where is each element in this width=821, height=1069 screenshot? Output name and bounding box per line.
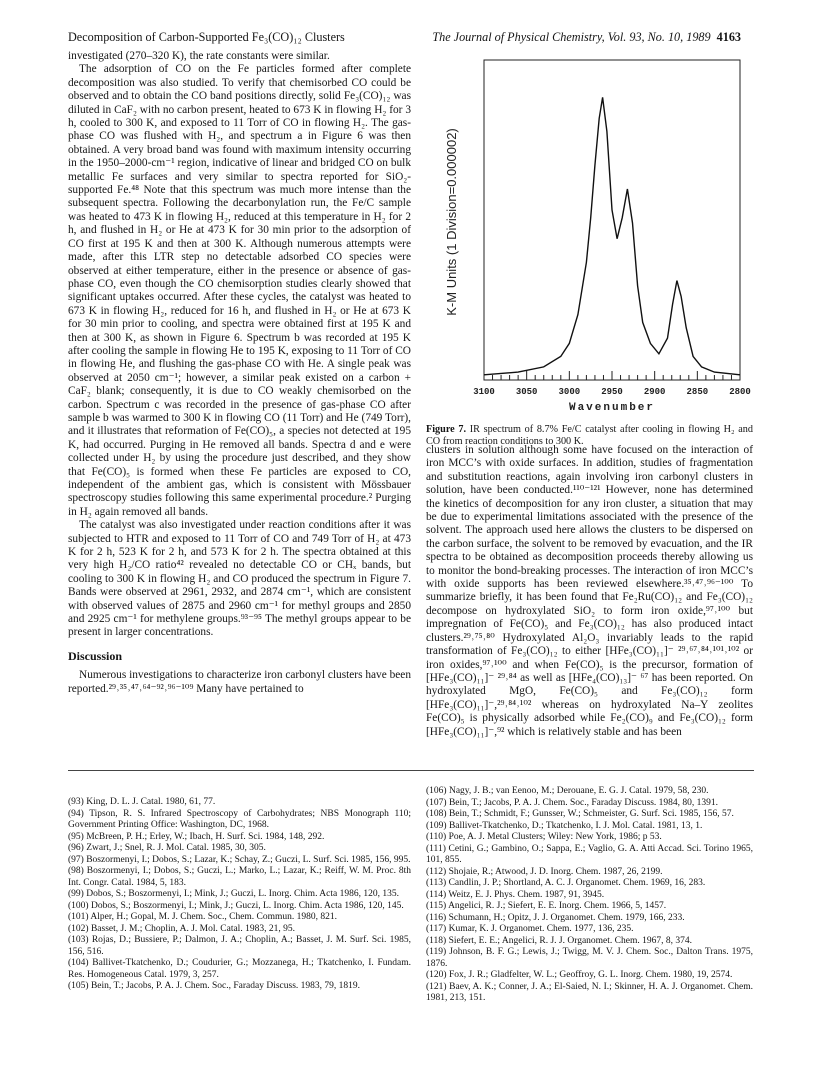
reference-item: (95) McBreen, P. H.; Erley, W.; Ibach, H. Surf. Sci. 1984, 148, 292. (68, 831, 325, 842)
paragraph: The catalyst was also investigated under reaction conditions after it was subjected to HTR and exposed to 11 Torr of CO and 749 Torr of H₂ at 473 K for 2 h, 523 K for 2 h, and 573 K for 2 h. The spectra obtained at this very high H₂/CO ratio⁴² revealed no detectable CO or CHₓ bands, but cooling to 300 K in flowing H₂ and CO produced the spectrum in Figure 7. Bands were observed at 2961, 2932, and 2874 cm⁻¹, which are consistent with observed values of 2875 and 2960 cm⁻¹ for methyl groups and 2850 and 2925 cm⁻¹ for methylene groups.⁹³⁻⁹⁵ The methyl groups appear to be present in larger concentrations. (68, 519, 411, 639)
x-tick-label: 3100 (473, 387, 495, 397)
paragraph: investigated (270–320 K), the rate constants were similar. (68, 50, 330, 62)
reference-item: (121) Baev, A. K.; Conner, J. A.; El-Saied, N. I.; Skinner, H. A. J. Organomet. Chem. 1981, 213, 151. (426, 981, 753, 1003)
reference-item: (104) Ballivet-Tkatchenko, D.; Coudurier, G.; Mozzanega, H.; Tkatchenko, I. Fundam. Res. Homogeneous Catal. 1979, 3, 257. (68, 958, 411, 980)
x-axis-label: Wavenumber (568, 402, 656, 414)
references-left (68, 797, 411, 993)
reference-item: (109) Ballivet-Tkatchenko, D.; Tkatchenko, I. J. Mol. Catal. 1981, 13, 1. (426, 820, 703, 831)
reference-item: (93) King, D. L. J. Catal. 1980, 61, 77. (68, 797, 216, 807)
plot-frame (484, 60, 740, 380)
reference-item: (108) Bein, T.; Schmidt, F.; Gunsser, W.; Schmeister, G. Surf. Sci. 1985, 156, 57. (426, 809, 734, 819)
reference-item: (117) Kumar, K. J. Organomet. Chem. 1977, 136, 235. (426, 924, 634, 934)
reference-item: (113) Candlin, J. P.; Shortland, A. C. J. Organomet. Chem. 1969, 16, 283. (426, 878, 706, 888)
x-tick-label: 2950 (601, 387, 623, 397)
page-number: 4163 (716, 30, 741, 44)
running-header-journal (432, 30, 741, 45)
reference-item: (107) Bein, T.; Jacobs, P. A. J. Chem. Soc., Faraday Discuss. 1984, 80, 1391. (426, 797, 719, 808)
caption-text: IR spectrum of 8.7% Fe/C catalyst after cooling in flowing H₂ and CO from reaction conditions to 300 K. (426, 424, 753, 447)
reference-item: (96) Zwart, J.; Snel, R. J. Mol. Catal. 1985, 30, 305. (68, 843, 266, 853)
left-text-column (68, 50, 411, 696)
references-right (426, 786, 753, 1005)
x-tick-label: 3000 (558, 387, 581, 397)
reference-item: (105) Bein, T.; Jacobs, P. A. J. Chem. Soc., Faraday Discuss. 1983, 79, 1819. (68, 981, 361, 991)
x-tick-label: 3050 (515, 387, 538, 397)
x-tick-label: 2900 (643, 387, 666, 397)
reference-item: (111) Cetini, G.; Gambino, O.; Sappa, E.; Vaglio, G. A. Atti Accad. Sci. Torino 1965, 101, 855. (426, 843, 753, 865)
paragraph: clusters in solution although some have focused on the interaction of iron MCC’s with oxide surfaces. In addition, studies of fragmentation and substitution reactions, again involving iron carbonyl clusters in solution, have been conducted.¹¹⁰⁻¹²¹ However, none has determined the kinetics of decomposition for any iron cluster, a situation that may be due to experimental limitations associated with the presence of the solvent. The approach used here allows the clusters to be dispersed on the carbon surface, the solvent to be removed by evacuation, and the IR spectra to be obtained as decomposition proceeds thereby allowing us to monitor the bond-breaking processes. The interaction of iron MCC’s with oxide supports has been reviewed elsewhere.³⁵˒⁴⁷˒⁹⁶⁻¹⁰⁰ To summarize briefly, it has been found that Fe₂Ru(CO)₁₂ and Fe₃(CO)₁₂ decompose on hydroxylated SiO₂ to form iron oxide,⁹⁷˒¹⁰⁰ but impregnation of Fe(CO)₅ and Fe₃(CO)₁₂ has also produced intact clusters.²⁹˒⁷⁵˒⁸⁰ Hydroxylated Al₂O₃ invariably leads to the rapid transformation of Fe₃(CO)₁₂ to either [HFe₃(CO)₁₁]⁻ ²⁹˒⁶⁷˒⁸⁴˒¹⁰¹˒¹⁰² or iron oxides,⁹⁷˒¹⁰⁰ and when Fe(CO)₅ is the precursor, formation of [HFe₃(CO)₁₁]⁻ ²⁹˒⁸⁴ as well as [HFe₄(CO)₁₃]⁻ ⁶⁷ has been reported. On hydroxylated MgO, Fe(CO)₅ and Fe₃(CO)₁₂ form [HFe₃(CO)₁₁]⁻,²⁹˒⁸⁴˒¹⁰² whereas on hydroxylated Na–Y zeolites Fe(CO)₅ is physically adsorbed while Fe₂(CO)₉ and Fe₃(CO)₁₂ form [HFe₃(CO)₁₁]⁻,⁹² which is relatively stable and has been (426, 444, 753, 738)
right-text-column (426, 444, 753, 739)
x-axis-tick-labels (473, 387, 751, 397)
reference-item: (101) Alper, H.; Gopal, M. J. Chem. Soc., Chem. Commun. 1980, 821. (68, 912, 338, 922)
reference-item: (97) Boszormenyi, I.; Dobos, S.; Lazar, K.; Schay, Z.; Guczi, L. Surf. Sci. 1985, 156, 995. (68, 854, 411, 865)
reference-item: (110) Poe, A. J. Metal Clusters; Wiley: New York, 1986; p 53. (426, 832, 662, 842)
section-title-discussion: Discussion (68, 648, 123, 663)
reference-item: (114) Weitz, E. J. Phys. Chem. 1987, 91, 3945. (426, 889, 605, 900)
paragraph: Numerous investigations to characterize iron carbonyl clusters have been reported.²⁹˒³⁵˒⁴⁷˒⁶⁴⁻⁹²˒⁹⁶⁻¹⁰⁹ Many have pertained to (68, 669, 411, 695)
paragraph: The adsorption of CO on the Fe particles formed after complete decomposition was also studied. To verify that chemisorbed CO could be observed and to obtain the CO band positions directly, solid Fe₃(CO)₁₂ was diluted in CaF₂ with no carbon present, heated to 673 K in flowing H₂ for 3 h, cooled to 300 K, and exposed to 11 Torr of CO in flowing H₂. The gas-phase CO was flushed with H₂, and spectrum a in Figure 6 was then obtained. A very broad band was found with maximum intensity occurring in the 1950–2000-cm⁻¹ region, indicative of linear and bridged CO on bulk metallic Fe surfaces and very similar to spectra reported for SiO₂-supported Fe.⁴⁸ Note that this spectrum was much more intense than the subsequent spectra. Following the decarbonylation run, the Fe/C sample was heated to 473 K in flowing H₂, reduced at this temperature in H₂ for 2 h, and flushed in H₂ or He at 473 K for 30 min prior to the adsorption of CO first at 195 K and then at 300 K. Although numerous attempts were made, after this LTR step no detectable adsorbed CO species were observed at either temperature, either in the presence or absence of gas-phase CO, even though the CO chemisorption studies clearly showed that significant uptakes occurred. After these cycles, the catalyst was heated to 673 K in flowing H₂, reduced for 16 h, and flushed in H₂ or He at 673 K for 30 min prior to cooling, and spectra were obtained first at 195 K and then at 300 K, as shown in Figure 6. Spectrum b was recorded at 195 K after cooling the sample in flowing He to 195 K, exposing to 11 Torr of CO in flowing He, and flushing the gas-phase CO with He. A single peak was observed at 2050 cm⁻¹; however, a similar peak existed on a carbon + CaF₂ blank; consequently, it is due to CO weakly chemisorbed on the carbon. Spectrum c was recorded in the presence of gas-phase CO after sample b was warmed to 300 K in flowing CO (11 Torr) and He (749 Torr), and it illustrates that reformation of Fe(CO)₅, a species not detected at 195 K, had occurred. Purging in He removed all bands. Spectra d and e were collected under H₂ by using the procedure just described, and they show that Fe(CO)₅ is formed when these Fe particles are exposed to CO, independent of the ambient gas, which is consistent with Mössbauer spectroscopy studies following this same experimental procedure.² Purging in H₂ again removed all bands. (68, 63, 411, 518)
reference-item: (116) Schumann, H.; Opitz, J. J. Organomet. Chem. 1979, 166, 233. (426, 912, 685, 923)
running-header-title: Decomposition of Carbon-Supported Fe₃(CO)₁₂ Clusters (68, 30, 345, 44)
y-axis-label: K-M Units (1 Division=0.000002) (444, 128, 459, 316)
caption-label: Figure 7. (426, 424, 467, 435)
reference-item: (115) Angelici, R. J.; Siefert, E. E. Inorg. Chem. 1966, 5, 1457. (426, 901, 667, 911)
spectrum-plot (426, 52, 756, 424)
references-divider (68, 770, 754, 771)
reference-item: (119) Johnson, B. F. G.; Lewis, J.; Twigg, M. V. J. Chem. Soc., Dalton Trans. 1975, 1876. (426, 947, 753, 969)
x-tick-label: 2850 (686, 387, 709, 397)
reference-item: (118) Siefert, E. E.; Angelici, R. J. J. Organomet. Chem. 1967, 8, 374. (426, 935, 692, 946)
reference-item: (100) Dobos, S.; Boszormenyi, I.; Mink, J.; Guczi, L. Inorg. Chim. Acta 1986, 120, 145. (68, 900, 404, 911)
reference-item: (112) Shojaie, R.; Atwood, J. D. Inorg. Chem. 1987, 26, 2199. (426, 866, 663, 877)
spectrum-trace (484, 97, 740, 374)
reference-item: (103) Rojas, D.; Bussiere, P.; Dalmon, J. A.; Choplin, A.; Basset, J. M. Surf. Sci. 1985, 156, 516. (68, 935, 411, 957)
x-axis-ticks (484, 371, 740, 380)
reference-item: (102) Basset, J. M.; Choplin, A. J. Mol. Catal. 1983, 21, 95. (68, 923, 295, 934)
journal-citation: The Journal of Physical Chemistry, Vol. 93, No. 10, 1989 (432, 30, 711, 44)
reference-item: (94) Tipson, R. S. Infrared Spectroscopy of Carbohydrates; NBS Monograph 110; Government Printing Office: Washington, DC, 1968. (68, 808, 411, 830)
reference-item: (120) Fox, J. R.; Gladfelter, W. L.; Geoffroy, G. L. Inorg. Chem. 1980, 19, 2574. (426, 970, 733, 980)
reference-item: (98) Boszormenyi, I.; Dobos, S.; Guczi, L.; Marko, L.; Lazar, K.; Reiff, W. M. Proc. 8th Int. Congr. Catal. 1984, 5, 183. (68, 866, 411, 888)
reference-item: (99) Dobos, S.; Boszormenyi, I.; Mink, J.; Guczi, L. Inorg. Chim. Acta 1986, 120, 135. (68, 889, 399, 899)
x-tick-label: 2800 (729, 387, 751, 397)
reference-item: (106) Nagy, J. B.; van Eenoo, M.; Derouane, E. G. J. Catal. 1979, 58, 230. (426, 786, 709, 796)
figure-7 (426, 52, 756, 432)
